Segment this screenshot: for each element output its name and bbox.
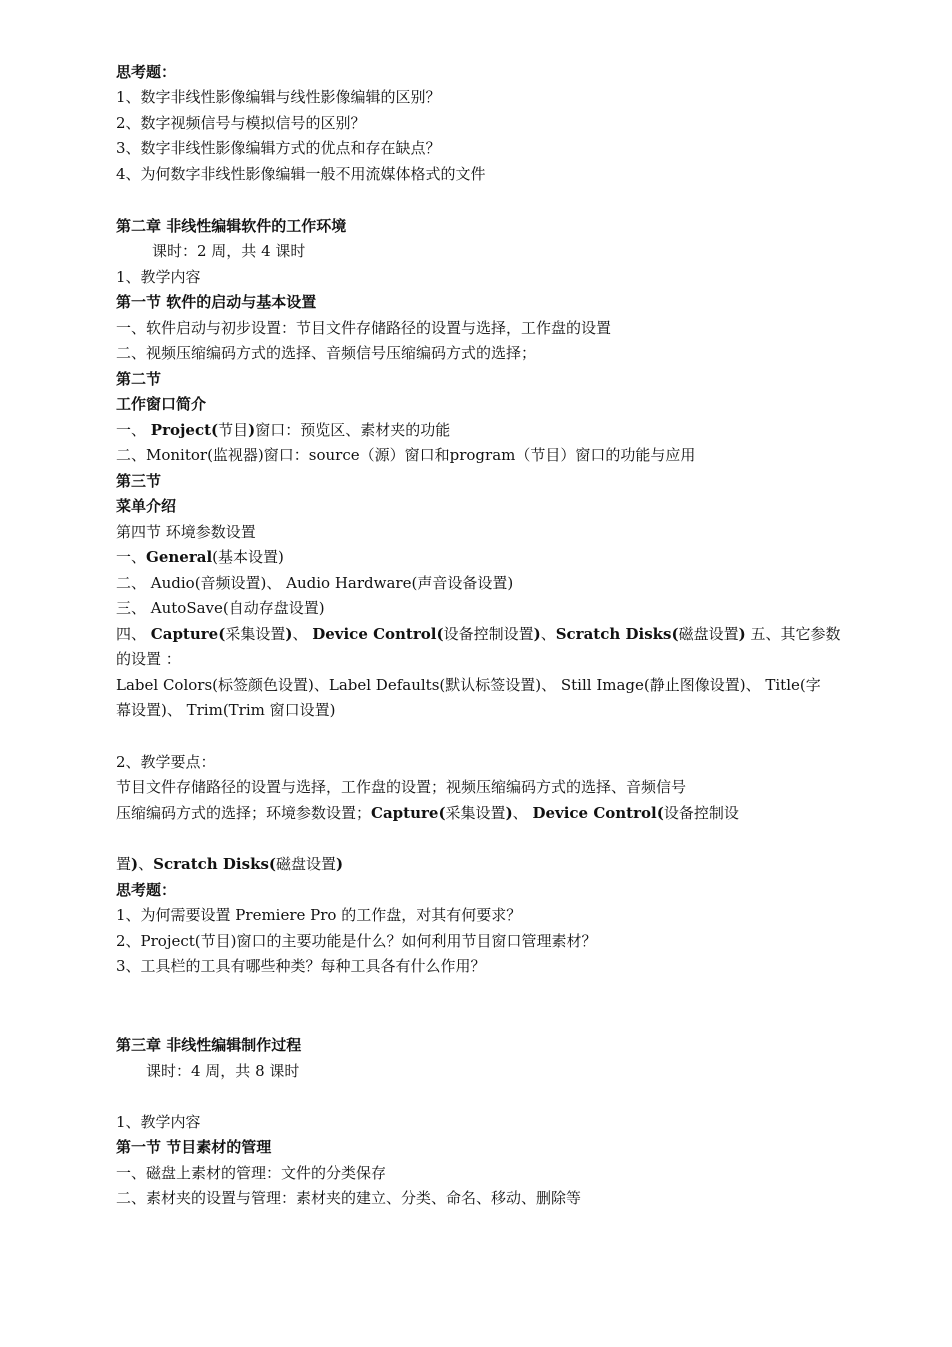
bold-term: Capture( [371, 804, 446, 822]
list-item: 一、磁盘上素材的管理：文件的分类保存 [116, 1164, 387, 1182]
list-prefix: 一、 [116, 421, 147, 439]
think-heading-1: 思考题： [116, 63, 177, 81]
list-item: 二、 Audio(音频设置)、 Audio Hardware(声音设备设置) [116, 574, 514, 592]
points-label: 2、教学要点： [116, 753, 216, 771]
bold-term: Scratch Disks( [153, 855, 277, 873]
text-span: (基本设置) [212, 548, 284, 566]
question-item: 2、Project(节目)窗口的主要功能是什么？如何利用节目窗口管理素材？ [116, 932, 597, 950]
section-title: 第一节 软件的启动与基本设置 [116, 293, 317, 311]
list-item: 三、 AutoSave(自动存盘设置) [116, 599, 325, 617]
text-span: 、 [540, 625, 556, 643]
text-span: 置 [116, 855, 132, 873]
bold-term: ) [505, 804, 513, 822]
bold-term: Device Control( [532, 804, 664, 822]
section-title: 第三节 [116, 472, 162, 490]
points-text [116, 853, 836, 875]
text-span: 节目 [218, 421, 249, 439]
question-item: 3、工具栏的工具有哪些种类？每种工具各有什么作用？ [116, 957, 486, 975]
bold-term: ) [131, 855, 139, 873]
list-item: 一、软件启动与初步设置：节目文件存储路径的设置与选择，工作盘的设置 [116, 319, 612, 337]
bold-term: Device Control( [312, 625, 444, 643]
list-item [116, 623, 841, 645]
section-subtitle: 工作窗口简介 [116, 395, 207, 413]
bold-term: ) [738, 625, 746, 643]
bold-term: Project( [150, 421, 219, 439]
list-item-continuation: 的设置 ： [116, 650, 181, 668]
content-label: 1、教学内容 [116, 1113, 201, 1131]
text-span: 窗口：预览区、素材夹的功能 [255, 421, 451, 439]
text-span: 磁盘设置 [276, 855, 337, 873]
question-item: 1、为何需要设置 Premiere Pro 的工作盘，对其有何要求？ [116, 906, 522, 924]
bold-term: ) [336, 855, 344, 873]
section-subtitle: 菜单介绍 [116, 497, 177, 515]
list-item [116, 546, 836, 568]
think-heading-2: 思考题： [116, 881, 177, 899]
points-text [116, 802, 836, 824]
bold-term: ) [248, 421, 256, 439]
question-item: 1、数字非线性影像编辑与线性影像编辑的区别？ [116, 88, 441, 106]
bold-term: Capture( [150, 625, 226, 643]
list-prefix: 一、 [116, 548, 147, 566]
chapter-2-hours: 课时：2 周，共 4 课时 [152, 242, 306, 260]
section-title: 第一节 节目素材的管理 [116, 1138, 272, 1156]
bold-term: ) [285, 625, 293, 643]
section-title: 第二节 [116, 370, 162, 388]
question-item: 2、数字视频信号与模拟信号的区别？ [116, 114, 366, 132]
text-span: 、 [292, 625, 313, 643]
content-label: 1、教学内容 [116, 268, 201, 286]
list-item: 二、Monitor(监视器)窗口：source（源）窗口和program（节目）窗口的功能与应用 [116, 446, 696, 464]
list-item-continuation: 幕设置)、 Trim(Trim 窗口设置) [116, 701, 336, 719]
text-span: 、 [138, 855, 154, 873]
text-span: 采集设置 [445, 804, 506, 822]
text-span: 压缩编码方式的选择；环境参数设置； [116, 804, 372, 822]
text-span: 磁盘设置 [678, 625, 739, 643]
list-item: 二、素材夹的设置与管理：素材夹的建立、分类、命名、移动、删除等 [116, 1189, 582, 1207]
chapter-3-hours: 课时：4 周，共 8 课时 [146, 1062, 300, 1080]
text-span: 采集设置 [225, 625, 286, 643]
list-item: Label Colors(标签颜色设置)、Label Defaults(默认标签设置)、 Still Image(静止图像设置)、 Title(字 [116, 676, 821, 694]
question-item: 3、数字非线性影像编辑方式的优点和存在缺点？ [116, 139, 441, 157]
text-span: 设备控制设置 [443, 625, 534, 643]
text-span: 设备控制设 [663, 804, 739, 822]
bold-term: ) [533, 625, 541, 643]
chapter-3-title: 第三章 非线性编辑制作过程 [116, 1036, 302, 1054]
list-item [116, 419, 836, 441]
bold-term: Scratch Disks( [555, 625, 679, 643]
list-prefix: 四、 [116, 625, 151, 643]
bold-term: General [146, 548, 213, 566]
question-item: 4、为何数字非线性影像编辑一般不用流媒体格式的文件 [116, 165, 486, 183]
text-span: 、 [512, 804, 533, 822]
chapter-2-title: 第二章 非线性编辑软件的工作环境 [116, 217, 347, 235]
section-title: 第四节 环境参数设置 [116, 523, 256, 541]
list-item: 二、视频压缩编码方式的选择、音频信号压缩编码方式的选择； [116, 344, 537, 362]
text-span: 五、其它参数 [745, 625, 841, 643]
points-text: 节目文件存储路径的设置与选择，工作盘的设置；视频压缩编码方式的选择、音频信号 [116, 778, 687, 796]
